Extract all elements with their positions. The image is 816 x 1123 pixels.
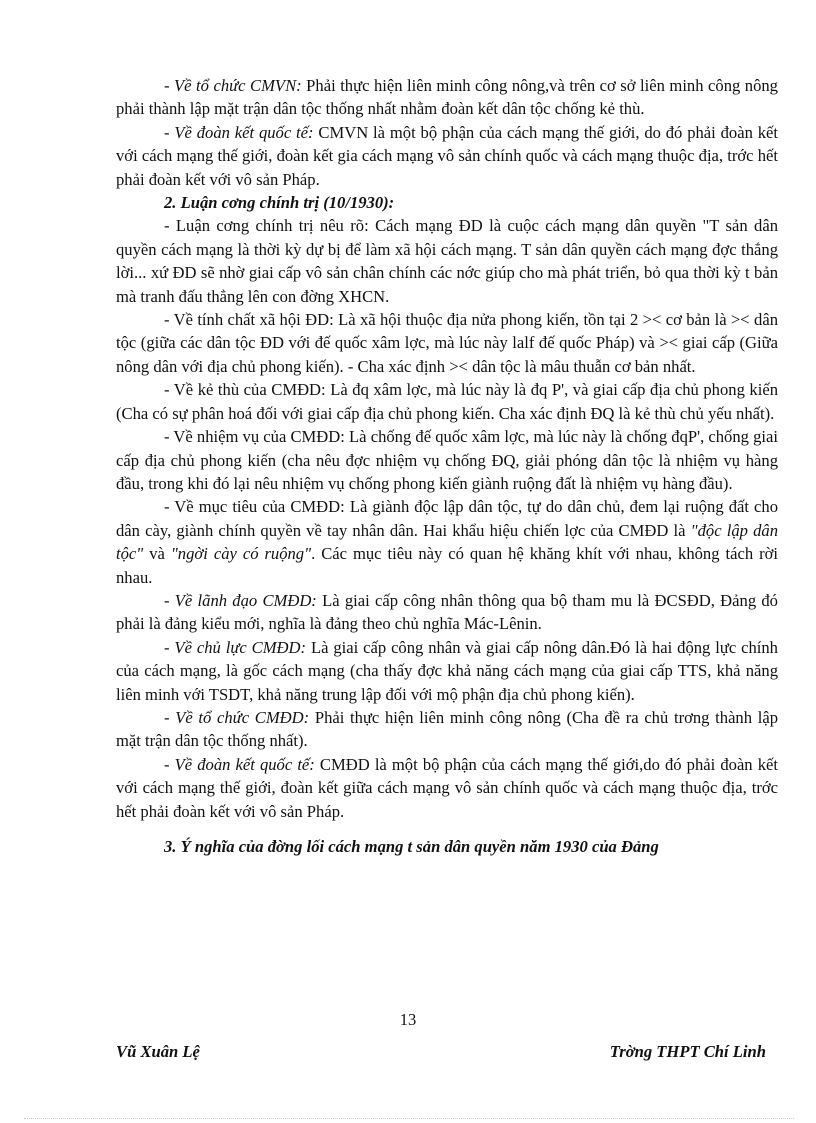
paragraph-text: - Về mục tiêu của CMĐD: Là giành độc lập dân tộc, tự do dân chủ, đem lại ruộng đất cho dân cày, giành chính quyền về tay nhân dân. Hai khẩu hiệu chiến lợc của CMĐD là [116, 497, 778, 540]
paragraph-label: - Về đoàn kết quốc tế: [164, 754, 315, 774]
paragraph-text: Phải thực hiện liên minh công nông,và trên cơ sở liên minh công nông phải thành lập mặt trận dân tộc thống nhất nhằm đoàn kết dân tộc chống kẻ thù. [116, 76, 778, 119]
paragraph-org-cmdd [116, 706, 778, 753]
paragraph-label: - Về tổ chức CMVN: [164, 76, 302, 95]
paragraph-intl-unity-cmdd [116, 753, 778, 823]
paragraph-label: - Về chủ lực CMĐD: [164, 637, 307, 657]
paragraph-label: - Về lãnh đạo CMĐD: [164, 590, 317, 610]
paragraph-text-mid: và [143, 544, 171, 564]
paragraph-political-thesis: - Luận cơng chính trị nêu rõ: Cách mạng ĐD là cuộc cách mạng dân quyền "T sản dân quyền cách mạng là thời kỳ dự bị để làm xã hội cách mạng. T sản dân quyền cách mạng đợc thắng lời... xứ ĐD sẽ nhờ giai cấp vô sản chân chính các nớc giúp cho mà phát triển, bỏ qua thời kỳ t bản mà tranh đấu thẳng lên con đờng XHCN. [116, 216, 778, 306]
footer-author: Vũ Xuân Lệ [116, 1042, 200, 1061]
paragraph-text: CMVN là một bộ phận của cách mạng thế giới, do đó phải đoàn kết với cách mạng thế giới, đoàn kết gia cách mạng vô sản chính quốc và cách mạng thuộc địa, trớc hết phải đoàn kết với vô sản Pháp. [116, 122, 778, 189]
page-bottom-divider [24, 1118, 794, 1119]
section-heading-3: 3. Ý nghĩa của đờng lối cách mạng t sản dân quyền năm 1930 của Đảng [164, 837, 659, 856]
page-body [116, 74, 778, 858]
paragraph-text-tail: . Các mục tiêu này có quan hệ khăng khít với nhau, không tách rời nhau. [116, 544, 778, 587]
paragraph-tasks: - Về nhiệm vụ của CMĐD: Là chống đế quốc xâm lợc, mà lúc này là chống đqP', chống giai cấp địa chủ phong kiến (cha nêu đợc nhiệm vụ chống ĐQ, giải phóng dân tộc là nhiệm vụ hàng đầu, trong khi đó lại nêu nhiệm vụ chống phong kiến giành ruộng đất là nhiệm vụ hàng đầu). [116, 427, 778, 493]
paragraph-text: Là giai cấp công nhân thông qua bộ tham mu là ĐCSĐD, Đảng đó phải là đảng kiểu mới, nghĩa là đảng theo chủ nghĩa Mác-Lênin. [116, 590, 778, 634]
section-heading-2: 2. Luận cơng chính trị (10/1930): [164, 193, 395, 213]
paragraph-goals [116, 495, 778, 589]
slogan-independence: "độc lập dân tộc" [116, 520, 779, 564]
paragraph-text: Là giai cấp công nhân và giai cấp nông dân.Đó là hai động lực chính của cách mạng, là gốc cách mạng (cha thấy đợc khả năng cách mạng của giai cấp TTS, khả năng liên minh với TSDT, khả năng trung lập đối với mộ phận địa chủ phong kiến). [116, 637, 778, 704]
paragraph-label: - Về đoàn kết quốc tế: [164, 122, 314, 142]
paragraph-intl-unity-cmvn [116, 121, 778, 191]
paragraph-social-nature: - Về tính chất xã hội ĐD: Là xã hội thuộc địa nửa phong kiến, tồn tại 2 >< cơ bản là >< dân tộc (giữa các dân tộc ĐD với đế quốc xâm lợc, mà lúc này lalf đế quốc Pháp) và >< giai cấp (Giữa nông dân với địa chủ phong kiến). - Cha xác định >< dân tộc là mâu thuẫn cơ bản nhất. [116, 310, 778, 376]
paragraph-text: Phải thực hiện liên minh công nông (Cha đề ra chủ trơng thành lập mặt trận dân tộc thống nhất). [116, 707, 778, 751]
footer-school: Trờng THPT Chí Linh [609, 1042, 766, 1061]
paragraph-org-cmvn [116, 74, 778, 121]
page-footer [116, 1042, 766, 1066]
slogan-land: "ngời cày có ruộng" [170, 544, 312, 564]
paragraph-leadership [116, 589, 778, 636]
paragraph-enemy: - Về kẻ thù của CMĐD: Là đq xâm lợc, mà lúc này là đq P', và giai cấp địa chủ phong kiến (Cha có sự phân hoá đối với giai cấp địa chủ phong kiến. Cha xác định ĐQ là kẻ thù chủ yếu nhất). [116, 380, 778, 423]
paragraph-main-force [116, 636, 778, 706]
paragraph-label: - Về tổ chức CMĐD: [164, 707, 310, 727]
paragraph-text: CMĐD là một bộ phận của cách mạng thế giới,do đó phải đoàn kết với cách mạng thế giới, đoàn kết giữa cách mạng vô sản chính quốc và cách mạng thuộc địa, trớc hết phải đoàn kết với vô sản Pháp. [116, 754, 778, 821]
page-number: 13 [399, 1010, 417, 1029]
